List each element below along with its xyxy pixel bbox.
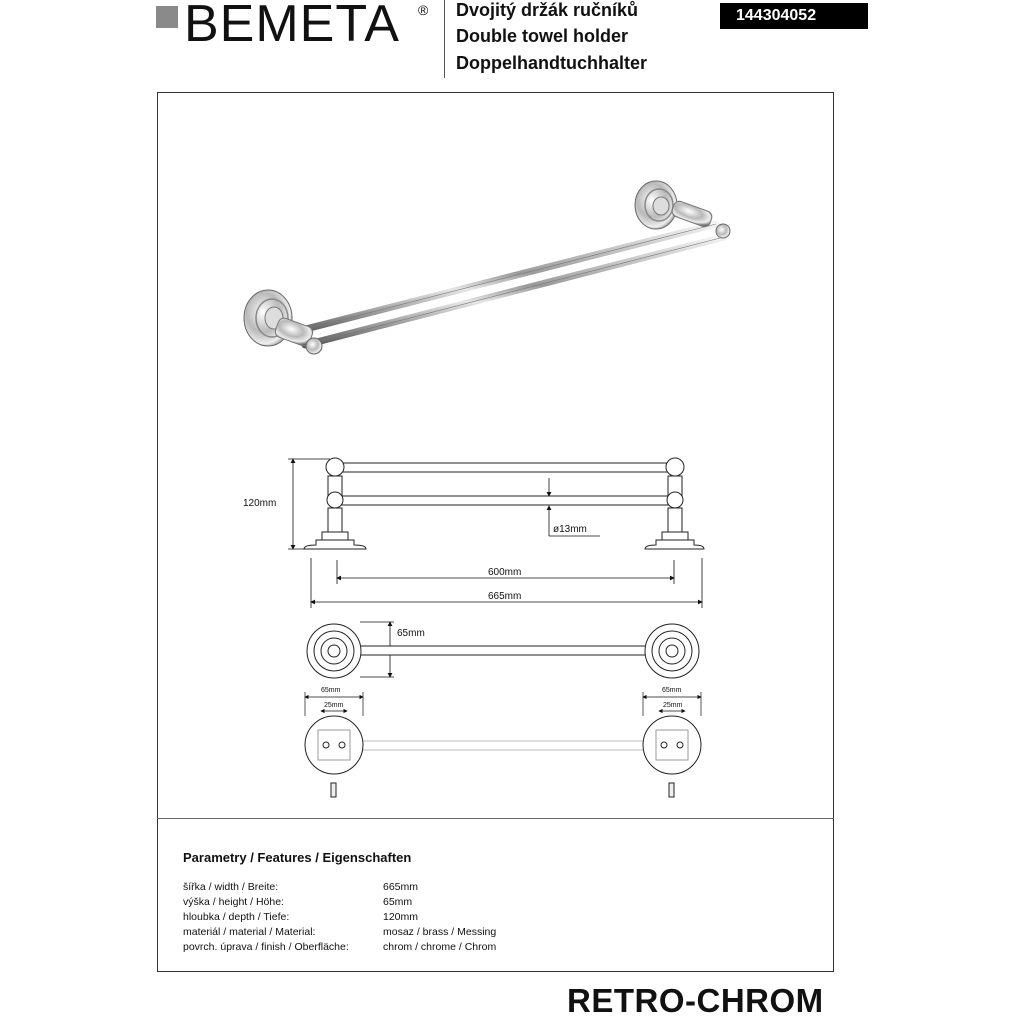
param-label: povrch. úprava / finish / Oberfläche:: [183, 941, 349, 953]
diameter-dim-label: ø13mm: [553, 524, 587, 535]
inner-width-dim-label: 600mm: [488, 567, 522, 578]
product-code: 144304052: [720, 3, 868, 29]
rosette-left-inner-label: 25mm: [324, 702, 344, 709]
mounting-dims: [305, 692, 701, 716]
brand-logo: BEMETA: [184, 0, 400, 53]
height-dim-label: 120mm: [243, 498, 277, 509]
outer-width-dim-label: 665mm: [488, 591, 522, 602]
registered-mark: ®: [418, 2, 429, 18]
mounting-view: [305, 716, 701, 797]
param-label: materiál / material / Material:: [183, 926, 316, 938]
param-value: 65mm: [383, 896, 413, 908]
param-value: 120mm: [383, 911, 419, 923]
param-label: hloubka / depth / Tiefe:: [183, 911, 290, 923]
product-image: [244, 181, 730, 354]
series-name: RETRO-CHROM: [567, 982, 824, 1019]
param-label: šířka / width / Breite:: [183, 881, 279, 893]
param-label: výška / height / Höhe:: [183, 896, 284, 908]
rosette-left-outer-label: 65mm: [321, 687, 341, 694]
title-en: Double towel holder: [456, 26, 629, 46]
params-title: Parametry / Features / Eigenschaften: [183, 850, 412, 865]
param-value: chrom / chrome / Chrom: [383, 941, 497, 953]
param-value: 665mm: [383, 881, 419, 893]
top-view: [307, 624, 699, 678]
rosette-right-inner-label: 25mm: [663, 702, 683, 709]
title-de: Doppelhandtuchhalter: [456, 53, 648, 73]
title-cz: Dvojitý držák ručníků: [456, 0, 639, 20]
depth-dim-label: 65mm: [397, 628, 425, 639]
front-view: [304, 458, 704, 549]
rosette-right-outer-label: 65mm: [662, 687, 682, 694]
param-value: mosaz / brass / Messing: [383, 926, 497, 938]
